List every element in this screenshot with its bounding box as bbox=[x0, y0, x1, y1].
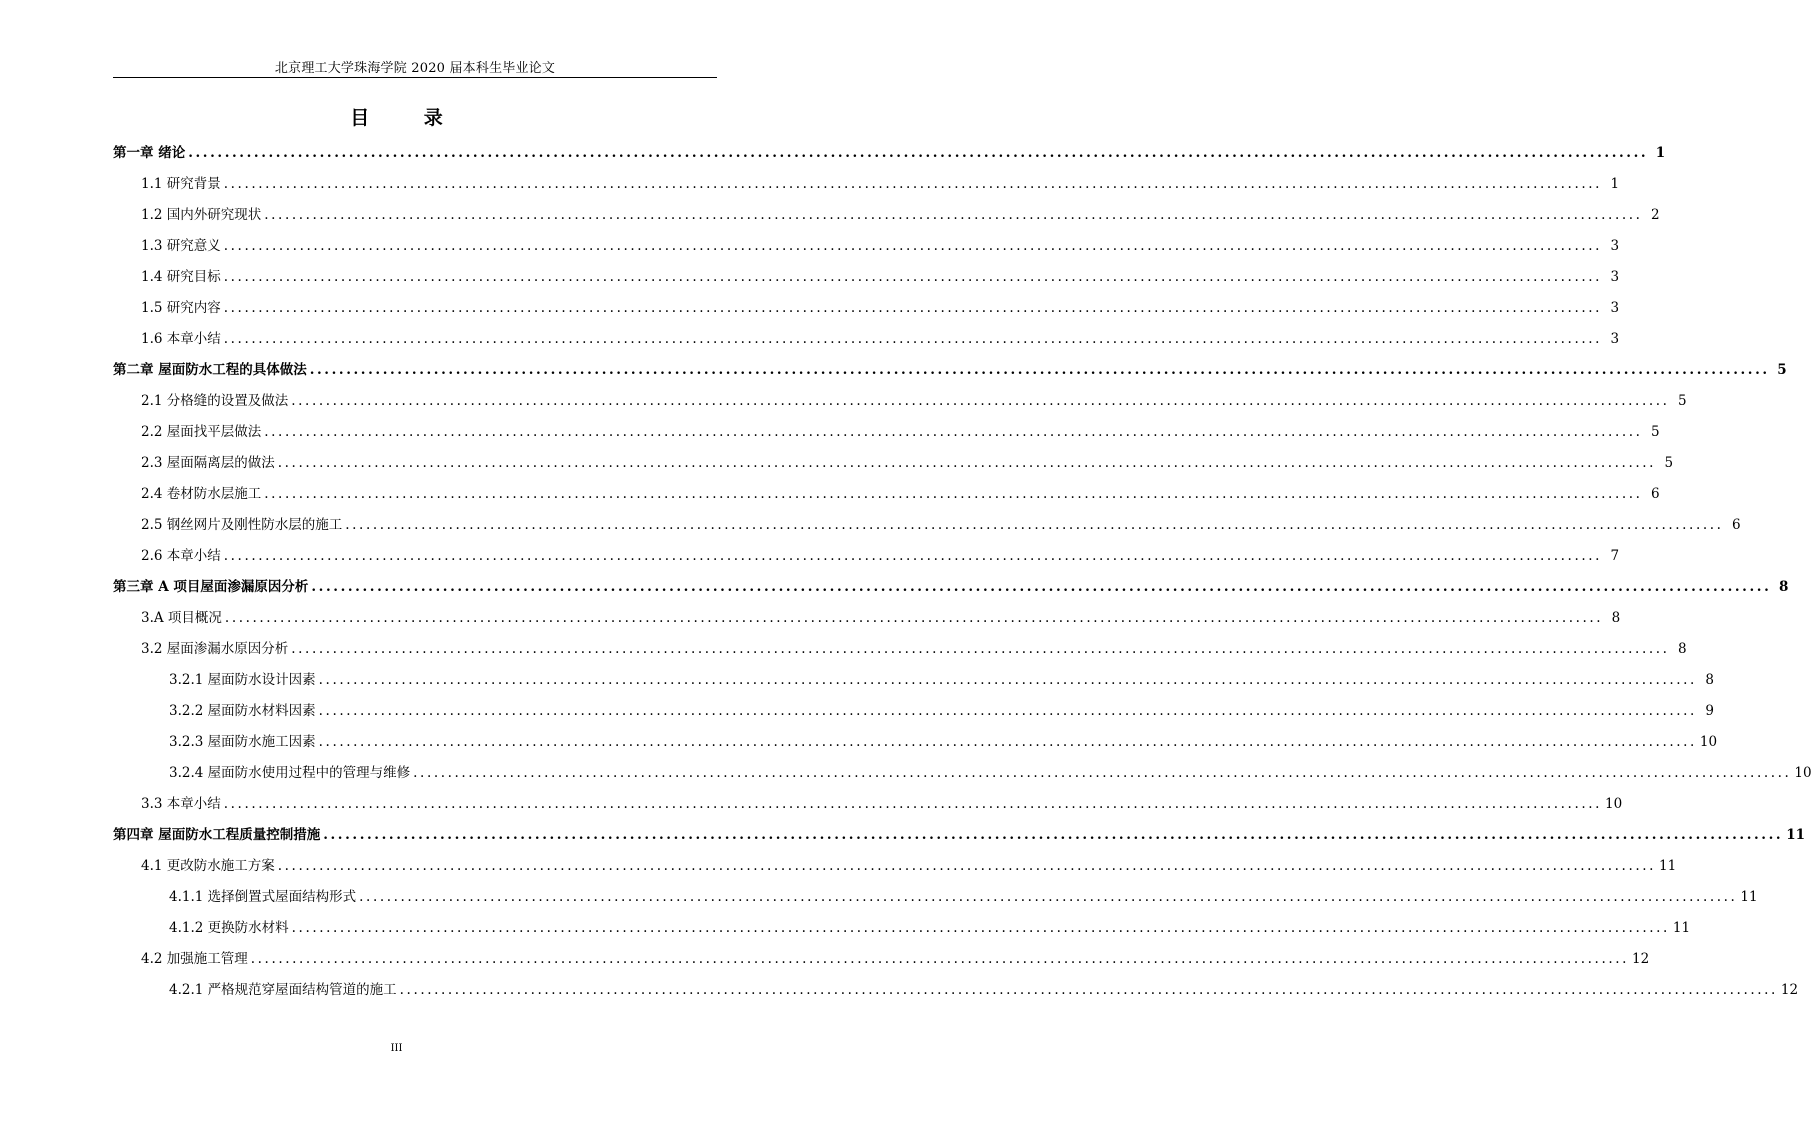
toc-leader-dots: ........................................................................................................................................................................................................ bbox=[311, 579, 1772, 595]
toc-entry[interactable] bbox=[113, 171, 1620, 195]
toc-entry-page: 3 bbox=[1610, 238, 1620, 254]
toc-entry-page: 11 bbox=[1786, 827, 1805, 843]
toc-entry-page: 1 bbox=[1610, 176, 1620, 192]
toc-entry-label: 2.3 屋面隔离层的做法 bbox=[141, 455, 275, 471]
toc-entry-label: 第四章 屋面防水工程质量控制措施 bbox=[113, 827, 321, 843]
toc-entry-label: 3.2.1 屋面防水设计因素 bbox=[169, 672, 316, 688]
toc-entry-label: 1.3 研究意义 bbox=[141, 238, 221, 254]
page-number: III bbox=[390, 1043, 403, 1054]
toc-entry[interactable] bbox=[113, 450, 1674, 474]
toc-entry[interactable] bbox=[113, 388, 1687, 412]
toc-entry-page: 3 bbox=[1610, 331, 1620, 347]
toc-entry[interactable] bbox=[113, 140, 1666, 164]
toc-entry-page: 6 bbox=[1650, 486, 1660, 502]
toc-entry-page: 3 bbox=[1610, 269, 1620, 285]
toc-entry-label: 3.2.3 屋面防水施工因素 bbox=[169, 734, 316, 750]
toc-entry-label: 3.3 本章小结 bbox=[141, 796, 221, 812]
toc-entry-label: 1.1 研究背景 bbox=[141, 176, 221, 192]
toc-leader-dots: ........................................................................................................................................................................................................ bbox=[345, 517, 1724, 533]
toc-leader-dots: ........................................................................................................................................................................................................ bbox=[188, 145, 1649, 161]
toc-entry-page: 3 bbox=[1610, 300, 1620, 316]
toc-entry[interactable] bbox=[113, 760, 1812, 784]
toc-entry[interactable] bbox=[113, 202, 1660, 226]
toc-entry-page: 5 bbox=[1777, 362, 1787, 378]
toc-entry-label: 4.2.1 严格规范穿屋面结构管道的施工 bbox=[169, 982, 397, 998]
toc-leader-dots: ........................................................................................................................................................................................................ bbox=[291, 393, 1670, 409]
toc-leader-dots: ........................................................................................................................................................................................................ bbox=[223, 300, 1603, 316]
toc-entry-label: 2.4 卷材防水层施工 bbox=[141, 486, 262, 502]
toc-entry-label: 3.2.2 屋面防水材料因素 bbox=[169, 703, 316, 719]
toc-entry-label: 3.A 项目概况 bbox=[141, 610, 222, 626]
toc-entry-page: 8 bbox=[1677, 641, 1687, 657]
toc-entry[interactable] bbox=[113, 326, 1620, 350]
toc-entry-page: 1 bbox=[1655, 145, 1666, 161]
toc-entry-page: 10 bbox=[1699, 734, 1718, 750]
toc-leader-dots: ........................................................................................................................................................................................................ bbox=[224, 610, 1604, 626]
toc-entry-page: 8 bbox=[1778, 579, 1789, 595]
toc-entry-label: 1.6 本章小结 bbox=[141, 331, 221, 347]
toc-leader-dots: ........................................................................................................................................................................................................ bbox=[291, 641, 1670, 657]
toc-leader-dots: ........................................................................................................................................................................................................ bbox=[223, 238, 1603, 254]
toc-entry[interactable] bbox=[113, 946, 1650, 970]
toc-leader-dots: ........................................................................................................................................................................................................ bbox=[223, 176, 1603, 192]
toc-entry[interactable] bbox=[113, 419, 1660, 443]
toc-title: 目 录 bbox=[350, 107, 467, 129]
toc-entry-page: 11 bbox=[1740, 889, 1758, 905]
toc-leader-dots: ........................................................................................................................................................................................................ bbox=[399, 982, 1778, 998]
toc-entry-page: 12 bbox=[1780, 982, 1799, 998]
toc-entry[interactable] bbox=[113, 667, 1714, 691]
toc-entry-label: 第一章 绪论 bbox=[113, 145, 186, 161]
toc-entry-label: 4.1.2 更换防水材料 bbox=[169, 920, 289, 936]
toc-entry-label: 1.5 研究内容 bbox=[141, 300, 221, 316]
toc-entry-label: 3.2 屋面渗漏水原因分析 bbox=[141, 641, 289, 657]
toc-leader-dots: ........................................................................................................................................................................................................ bbox=[223, 548, 1603, 564]
toc-entry-page: 9 bbox=[1705, 703, 1714, 719]
toc-entry-label: 2.2 屋面找平层做法 bbox=[141, 424, 262, 440]
toc-entry-label: 4.2 加强施工管理 bbox=[141, 951, 248, 967]
toc-entry-page: 11 bbox=[1659, 858, 1677, 874]
toc-leader-dots: ........................................................................................................................................................................................................ bbox=[264, 486, 1643, 502]
toc-entry[interactable] bbox=[113, 233, 1620, 257]
toc-leader-dots: ........................................................................................................................................................................................................ bbox=[223, 331, 1603, 347]
toc-entry-page: 5 bbox=[1664, 455, 1674, 471]
toc-leader-dots: ........................................................................................................................................................................................................ bbox=[323, 827, 1784, 843]
toc-entry[interactable] bbox=[113, 512, 1741, 536]
running-header: 北京理工大学珠海学院 2020 届本科生毕业论文 bbox=[274, 61, 556, 76]
toc-entry[interactable] bbox=[113, 977, 1799, 1001]
toc-leader-dots: ........................................................................................................................................................................................................ bbox=[277, 858, 1657, 874]
toc-entry[interactable] bbox=[113, 295, 1620, 319]
toc-entry-page: 11 bbox=[1672, 920, 1691, 936]
toc-entry-label: 1.4 研究目标 bbox=[141, 269, 221, 285]
toc-entry-page: 2 bbox=[1650, 207, 1660, 223]
toc-entry-label: 4.1.1 选择倒置式屋面结构形式 bbox=[169, 889, 357, 905]
toc-entry-label: 2.6 本章小结 bbox=[141, 548, 221, 564]
toc-entry-label: 2.5 钢丝网片及刚性防水层的施工 bbox=[141, 517, 343, 533]
toc-leader-dots: ........................................................................................................................................................................................................ bbox=[413, 765, 1792, 781]
toc-entry-page: 8 bbox=[1611, 610, 1621, 626]
toc-entry-label: 1.2 国内外研究现状 bbox=[141, 207, 262, 223]
toc-entry[interactable] bbox=[113, 357, 1787, 381]
toc-leader-dots: ........................................................................................................................................................................................................ bbox=[318, 672, 1697, 688]
toc-entry[interactable] bbox=[113, 729, 1718, 753]
toc-leader-dots: ........................................................................................................................................................................................................ bbox=[359, 889, 1738, 905]
toc-entry-page: 7 bbox=[1610, 548, 1620, 564]
toc-entry[interactable] bbox=[113, 822, 1805, 846]
toc-entry-page: 5 bbox=[1677, 393, 1687, 409]
toc-leader-dots: ........................................................................................................................................................................................................ bbox=[277, 455, 1657, 471]
toc-entry-label: 2.1 分格缝的设置及做法 bbox=[141, 393, 289, 409]
toc-entry-page: 5 bbox=[1650, 424, 1660, 440]
toc-entry[interactable] bbox=[113, 915, 1691, 939]
toc-entry[interactable] bbox=[113, 884, 1758, 908]
toc-entry-label: 第三章 A 项目屋面渗漏原因分析 bbox=[113, 579, 309, 595]
toc-entry[interactable] bbox=[113, 264, 1620, 288]
toc-leader-dots: ........................................................................................................................................................................................................ bbox=[223, 796, 1603, 812]
toc-entry-label: 第二章 屋面防水工程的具体做法 bbox=[113, 362, 307, 378]
toc-entry[interactable] bbox=[113, 574, 1789, 598]
toc-leader-dots: ........................................................................................................................................................................................................ bbox=[318, 734, 1697, 750]
toc-leader-dots: ........................................................................................................................................................................................................ bbox=[318, 703, 1697, 719]
toc-leader-dots: ........................................................................................................................................................................................................ bbox=[250, 951, 1630, 967]
toc-leader-dots: ........................................................................................................................................................................................................ bbox=[291, 920, 1670, 936]
toc-entry[interactable] bbox=[113, 698, 1714, 722]
toc-entry[interactable] bbox=[113, 481, 1660, 505]
toc-entry-page: 8 bbox=[1705, 672, 1714, 688]
toc-leader-dots: ........................................................................................................................................................................................................ bbox=[264, 207, 1643, 223]
toc-entry-page: 10 bbox=[1605, 796, 1623, 812]
toc-entry-page: 12 bbox=[1632, 951, 1650, 967]
toc-leader-dots: ........................................................................................................................................................................................................ bbox=[264, 424, 1643, 440]
toc-entry-page: 10 bbox=[1794, 765, 1812, 781]
toc-leader-dots: ........................................................................................................................................................................................................ bbox=[223, 269, 1603, 285]
toc-entry[interactable] bbox=[113, 791, 1623, 815]
toc-entry[interactable] bbox=[113, 543, 1620, 567]
toc-leader-dots: ........................................................................................................................................................................................................ bbox=[309, 362, 1770, 378]
toc-entry[interactable] bbox=[113, 605, 1621, 629]
header-rule bbox=[113, 77, 717, 78]
toc-entry-label: 3.2.4 屋面防水使用过程中的管理与维修 bbox=[169, 765, 411, 781]
toc-entry-label: 4.1 更改防水施工方案 bbox=[141, 858, 275, 874]
toc-entry[interactable] bbox=[113, 853, 1677, 877]
toc-entry-page: 6 bbox=[1731, 517, 1741, 533]
toc-entry[interactable] bbox=[113, 636, 1687, 660]
